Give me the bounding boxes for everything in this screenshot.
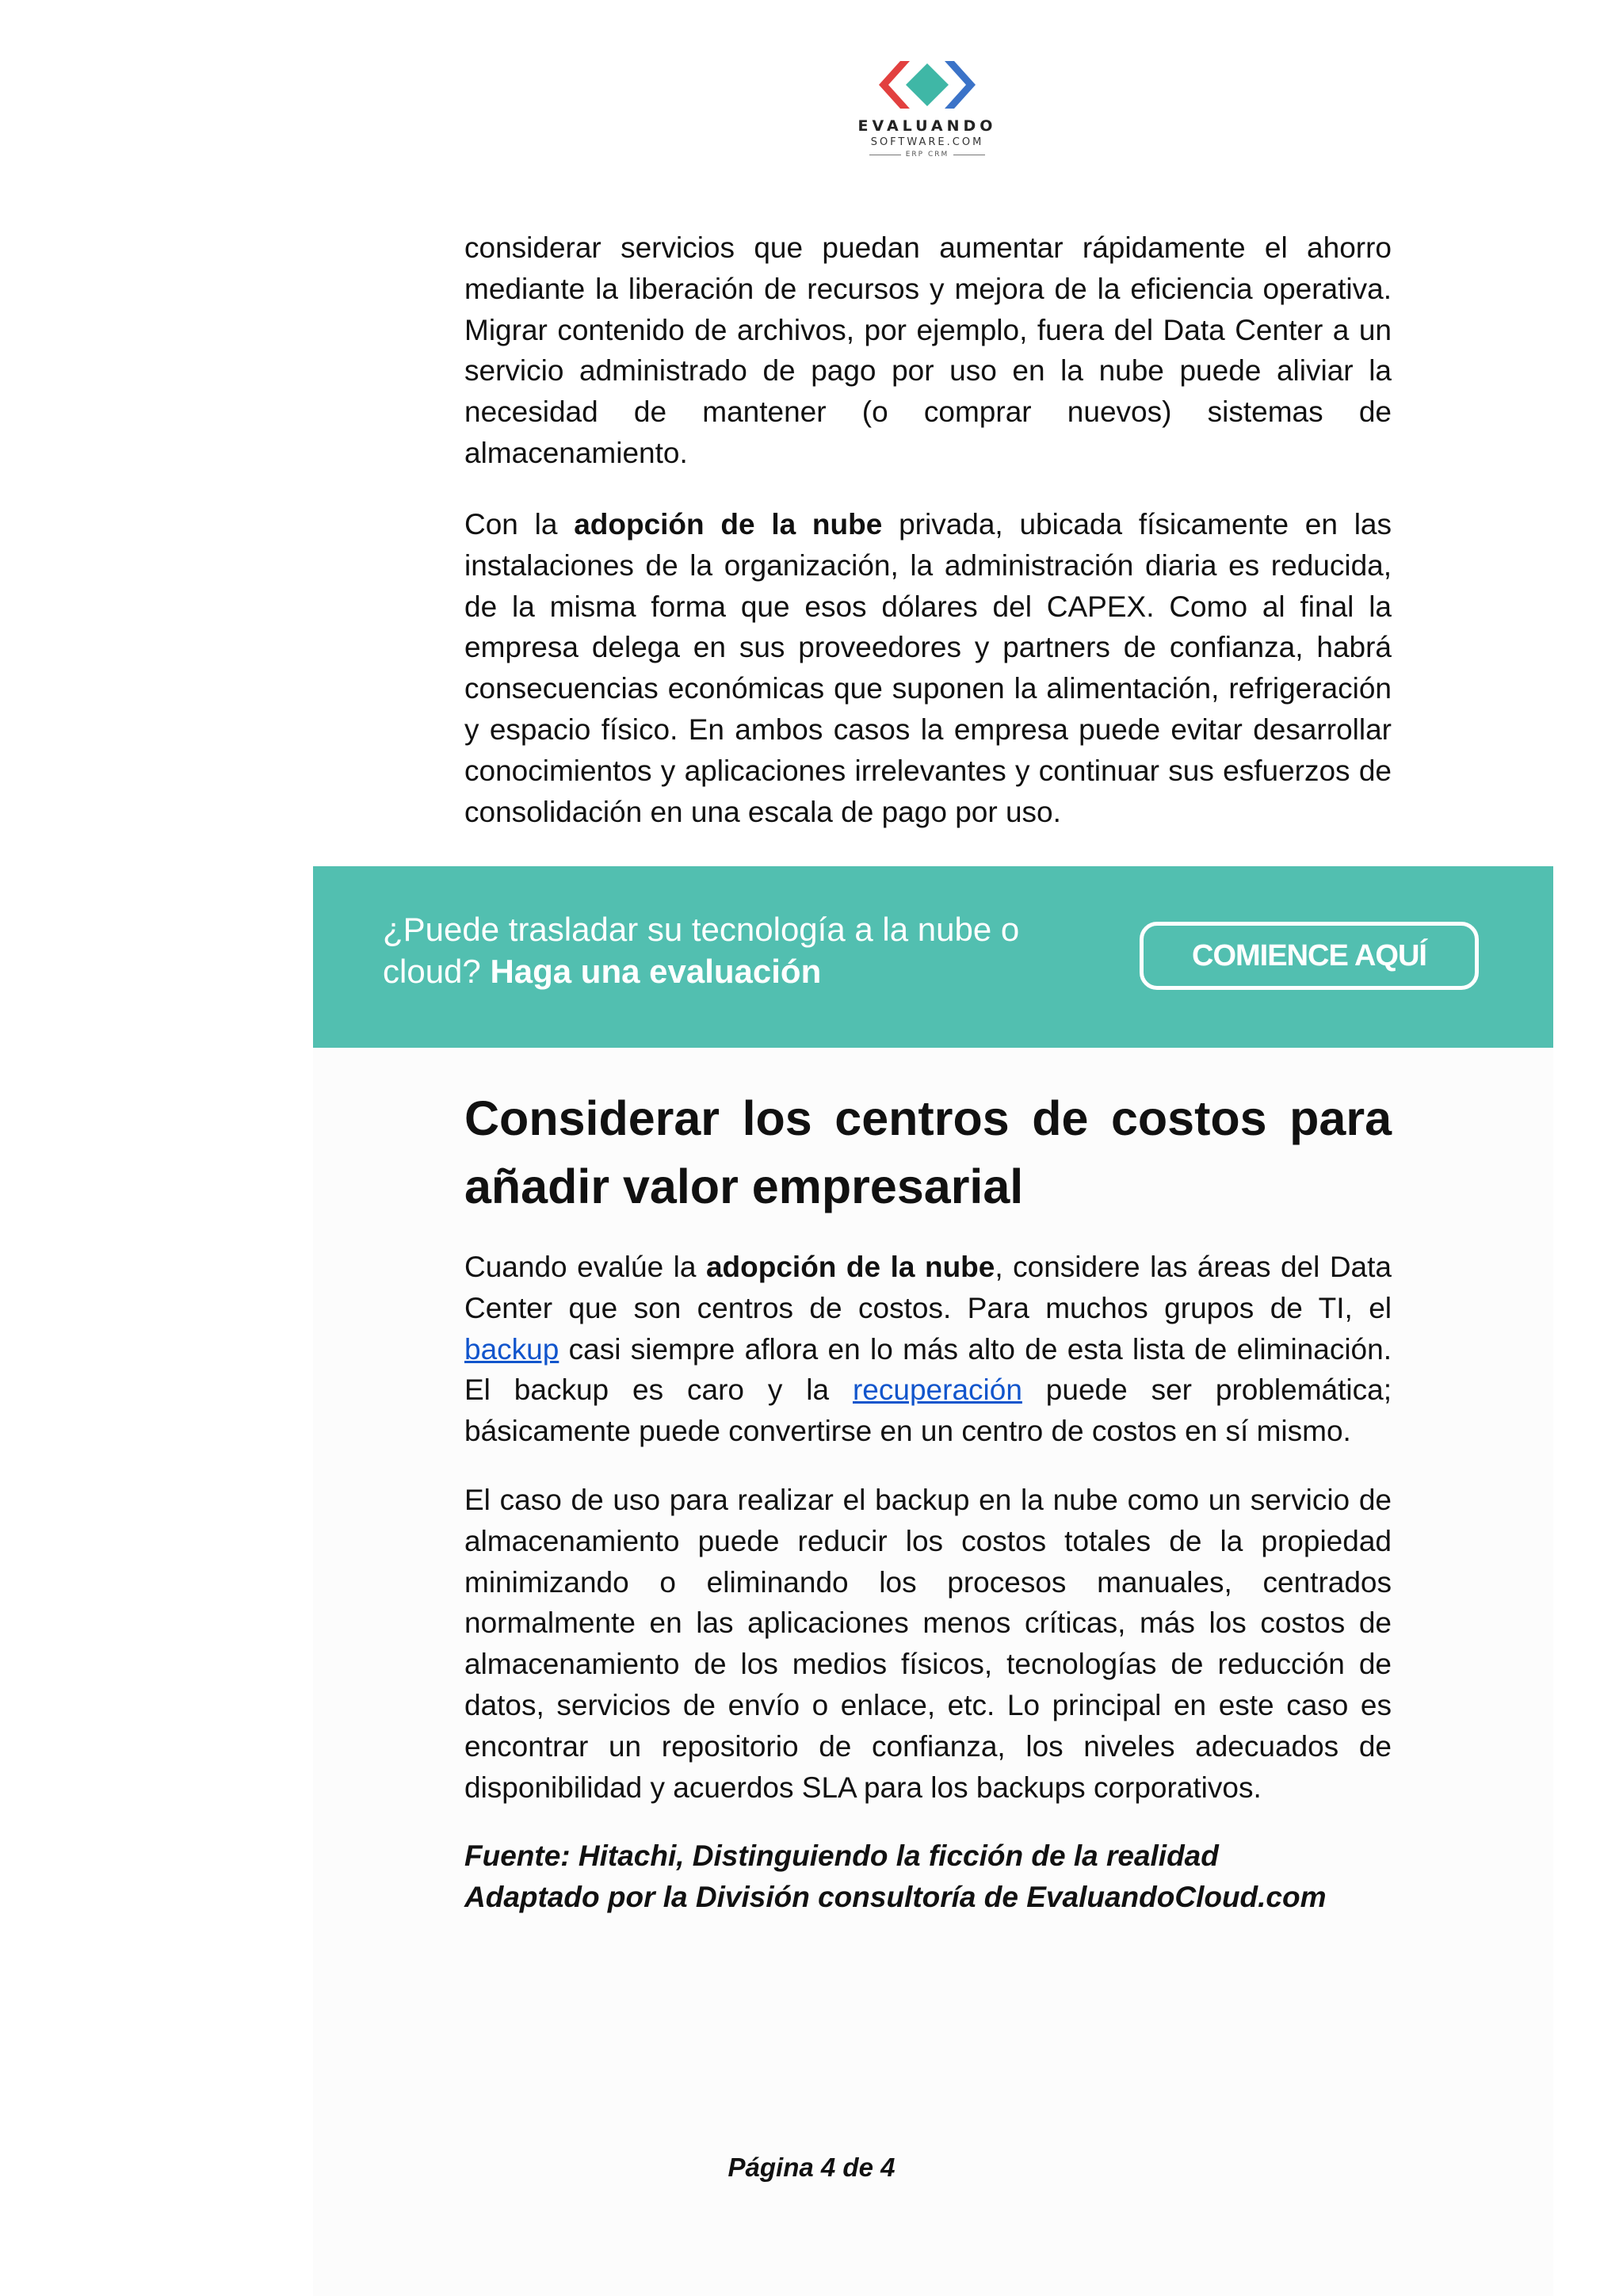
logo-tagline <box>856 151 999 159</box>
paragraph-intro-1: considerar servicios que puedan aumentar rápidamente el ahorro mediante la liberación de recursos y mejora de la eficiencia operativa. Migrar contenido de archivos, por ejemplo, fuera del Data Center a un servicio administrado de pago por uso en la nube puede aliviar la necesidad de mantener (o comprar nuevos) sistemas de almacenamiento. <box>464 231 1392 469</box>
paragraph-text: casi siempre aflora en lo más alto de esta lista de eliminación. El backup es caro y la <box>464 1332 1392 1407</box>
logo-domain: SOFTWARE.COM <box>870 136 984 148</box>
banner-text <box>383 908 1064 992</box>
cta-banner[interactable] <box>313 866 1553 1048</box>
logo <box>856 57 999 159</box>
paragraph-cost-centers <box>464 1247 1392 1452</box>
logo-name: EVALUANDO <box>857 117 997 135</box>
paragraph-intro-2 <box>464 504 1392 832</box>
bold-term: adopción de la nube <box>574 508 883 541</box>
banner-question: ¿Puede trasladar su tecnología a la nube o cloud? <box>383 911 1020 990</box>
recovery-link[interactable]: recuperación <box>852 1373 1022 1407</box>
logo-center-diamond <box>906 63 949 106</box>
backup-link[interactable]: backup <box>464 1332 559 1366</box>
logo-left-chevron <box>879 61 910 109</box>
logo-icon <box>876 57 978 113</box>
paragraph-backup-use-case: El caso de uso para realizar el backup en la nube como un servicio de almacenamiento puede reducir los costos totales de la propiedad minimizando o eliminando los procesos manuales, centrados normalmente en las aplicaciones menos críticas, más los costos de almacenamiento de los medios físicos, tecnologías de reducción de datos, servicios de envío o enlace, etc. Lo principal en este caso es encontrar un repositorio de confianza, los niveles adecuados de disponibilidad y acuerdos SLA para los backups corporativos. <box>464 1484 1392 1804</box>
paragraph-text: , considere las áreas del Data Center que son centros de costos. Para muchos grupos de TI, el <box>464 1251 1392 1324</box>
adapted-by-line: Adaptado por la División consultoría de EvaluandoCloud.com <box>464 1881 1327 1913</box>
banner-cta-text: Haga una evaluación <box>490 953 822 990</box>
page-number: Página 4 de 4 <box>727 2153 896 2182</box>
source-line: Fuente: Hitachi, Distinguiendo la ficción de la realidad <box>464 1839 1219 1872</box>
source-attribution <box>464 1836 1392 1918</box>
start-here-button[interactable]: COMIENCE AQUÍ <box>1140 922 1479 990</box>
paragraph-text: Cuando evalúe la <box>464 1251 706 1283</box>
paragraph-text: privada, ubicada físicamente en las instalaciones de la organización, la administración diaria es reducida, de la misma forma que esos dólares del CAPEX. Como al final la empresa delega en sus proveedores y partners de confianza, habrá consecuencias económicas que suponen la alimentación, refrigeración y espacio físico. En ambos casos la empresa puede evitar desarrollar conocimientos y aplicaciones irrelevantes y continuar sus esfuerzos de consolidación en una escala de pago por uso. <box>464 508 1392 828</box>
paragraph-text: puede ser problemática; básicamente puede convertirse en un centro de costos en sí mismo. <box>464 1373 1392 1448</box>
bold-term: adopción de la nube <box>705 1251 995 1283</box>
logo-tagline-text: ERP CRM <box>905 151 949 159</box>
paragraph-text: Con la <box>464 508 575 541</box>
section-heading: Considerar los centros de costos para añadir valor empresarial <box>464 1091 1392 1213</box>
logo-right-chevron <box>945 61 976 109</box>
